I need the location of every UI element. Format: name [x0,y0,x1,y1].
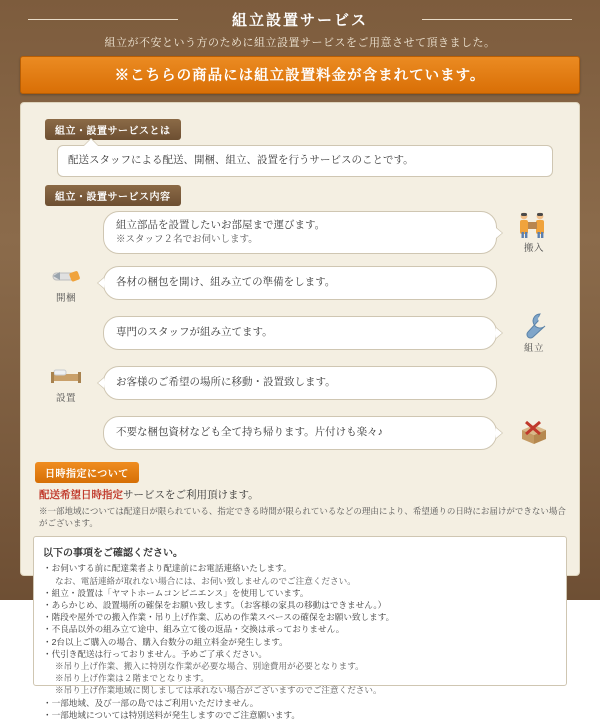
icon-cell-empty-4 [503,360,565,406]
notes-item: ※吊り上げ作業地域に関しましては承れない場合がございますのでご注意ください。 [55,685,382,696]
notes-item: ・組立・設置は「ヤマトホームコンビニエンス」を使用しています。 [43,587,309,598]
service-text-5: 不要な梱包資材なども全て持ち帰ります。片付けも楽々♪ [116,426,383,439]
bed-furniture-icon [48,361,84,389]
service-icon-cell-1 [503,210,565,256]
notes-item: ・不良品以外の組み立て途中、組み立て後の返品・交換は承っておりません。 [43,624,345,635]
service-icon-label-2: 開梱 [55,293,76,305]
box-cutter-icon [48,261,84,289]
page-title-wrapper [6,6,594,32]
service-icon-cell-3 [503,310,565,356]
notes-item: ・一部地域、及び一部の島ではご利用いただけません。 [43,697,259,708]
service-icon-cell-4 [35,360,97,406]
notes-item: なお、電話連絡が取れない場合には、お伺い致しませんのでご注意ください。 [55,575,356,586]
intro-tag-row [45,119,567,140]
notes-item: ・お伺いする前に配達業者より配達前にお電話連絡いたします。 [43,563,292,574]
service-icon-cell-2 [35,260,97,306]
date-note: ※一部地域については配達日が限られている、指定できる時間が限られているなどの理由により、希望通りの日時にお届けができない場合がございます。 [39,505,566,529]
service-bubble-5 [103,416,497,450]
notes-item: ・一部地域については特別送料が発生しますのでご注意願います。 [43,709,300,720]
date-main-prefix: 配送希望日時指定 [39,488,123,501]
service-text-3: 専門のスタッフが組み立てます。 [116,326,273,339]
page-subtitle: 組立が不安という方のために組立設置サービスをご用意させて頂きました。 [104,37,496,49]
icon-cell-empty-1 [35,210,97,256]
service-grid [35,210,565,456]
notes-item: ・階段や屋外での搬入作業・吊り上げ作業、広めの作業スペースの確保をお願い致します。 [43,612,395,623]
notes-item: ※吊り上げ作業、搬入に特別な作業が必要な場合、別途費用が必要となります。 [55,661,364,671]
service-bubble-3 [103,316,497,350]
content-tag: 組立・設置サービス内容 [45,185,181,206]
notes-box [33,536,567,720]
service-sub-1: ※スタッフ２名でお伺いします。 [116,234,258,246]
intro-bubble: 配送スタッフによる配送、開梱、組立、設置を行うサービスのことです。 [57,145,553,177]
intro-tag: 組立・設置サービスとは [45,119,181,140]
service-icon-label-4: 設置 [55,393,76,405]
page-title: 組立設置サービス [231,11,368,29]
icon-cell-empty-2 [503,260,565,306]
notes-item: ・代引き配送は行っておりません。予めご了承ください。 [43,648,267,659]
service-icon-label-1: 搬入 [523,243,544,255]
service-text-2: 各材の梱包を開け、組み立ての準備をします。 [116,276,336,289]
delivery-workers-icon [516,211,552,239]
service-text-1: 組立部品を設置したいお部屋まで運びます。 [116,219,326,232]
icon-cell-empty-3 [35,310,97,356]
service-bubble-2 [103,266,497,300]
notes-item: ・あらかじめ、設置場所の確保をお願い致します。（お客様の家具の移動はできません。） [43,599,387,610]
icon-cell-empty-5 [35,410,97,456]
service-text-4: お客様のご希望の場所に移動・設置致します。 [116,376,336,389]
date-main-text [39,487,567,502]
date-tag: 日時指定について [35,462,139,483]
price-included-banner: ※こちらの商品には組立設置料金が含まれています。 [20,56,580,94]
date-tag-row [35,462,567,483]
service-card [20,102,580,720]
trash-box-icon [516,418,552,446]
service-icon-label-3: 組立 [523,343,544,355]
notes-list [43,562,557,721]
content-tag-row [45,185,567,206]
service-icon-cell-5 [503,410,565,456]
notes-item: ・2台以上ご購入の場合、購入台数分の組立料金が発生します。 [43,636,288,647]
service-bubble-1 [103,211,497,254]
service-bubble-4 [103,366,497,400]
date-main-suffix: サービスをご利用頂けます。 [123,488,259,501]
notes-item: ※吊り上げ作業は２階までとなります。 [55,673,210,684]
notes-heading: 以下の事項をご確認ください。 [43,548,183,560]
wrench-icon [516,311,552,339]
